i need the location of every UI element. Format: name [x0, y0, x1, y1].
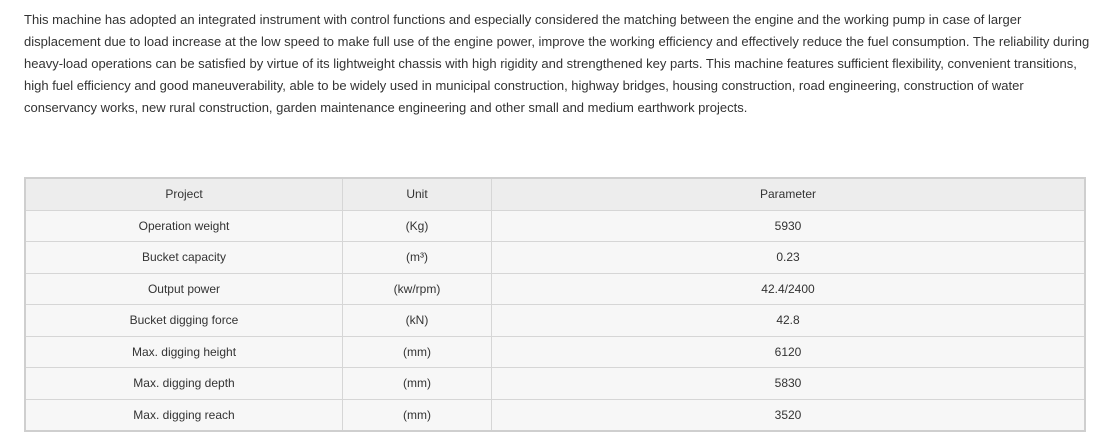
specification-table — [24, 177, 1086, 432]
table-row — [25, 273, 1085, 305]
cell-project: Max. digging reach — [25, 399, 343, 431]
table-row — [25, 336, 1085, 368]
table-row — [25, 368, 1085, 400]
table-row — [25, 305, 1085, 337]
cell-unit: (kw/rpm) — [343, 273, 492, 305]
cell-unit: (mm) — [343, 336, 492, 368]
cell-unit: (Kg) — [343, 210, 492, 242]
product-description: This machine has adopted an integrated instrument with control functions and especially considered the matching between the engine and the working pump in case of larger displacement due to load increase at the low speed to make full use of the engine power, improve the working efficiency and effectively reduce the fuel consumption. The reliability during heavy-load operations can be satisfied by virtue of its lightweight chassis with high rigidity and strengthened key parts. This machine features sufficient flexibility, convenient transitions, high fuel efficiency and good maneuverability, able to be widely used in municipal construction, highway bridges, housing construction, road engineering, construction of water conservancy works, new rural construction, garden maintenance engineering and other small and medium earthwork projects. — [24, 12, 1090, 115]
cell-parameter: 6120 — [492, 336, 1086, 368]
table-row — [25, 399, 1085, 431]
cell-parameter: 5830 — [492, 368, 1086, 400]
cell-parameter: 3520 — [492, 399, 1086, 431]
cell-parameter: 42.8 — [492, 305, 1086, 337]
cell-parameter: 0.23 — [492, 242, 1086, 274]
column-header-parameter: Parameter — [492, 178, 1086, 210]
table-header-row — [25, 178, 1085, 210]
column-header-project: Project — [25, 178, 343, 210]
cell-parameter: 42.4/2400 — [492, 273, 1086, 305]
cell-project: Max. digging height — [25, 336, 343, 368]
cell-project: Output power — [25, 273, 343, 305]
cell-project: Bucket digging force — [25, 305, 343, 337]
cell-unit: (m³) — [343, 242, 492, 274]
table-row — [25, 242, 1085, 274]
cell-unit: (mm) — [343, 399, 492, 431]
cell-project: Operation weight — [25, 210, 343, 242]
column-header-unit: Unit — [343, 178, 492, 210]
cell-project: Max. digging depth — [25, 368, 343, 400]
cell-project: Bucket capacity — [25, 242, 343, 274]
cell-unit: (mm) — [343, 368, 492, 400]
cell-unit: (kN) — [343, 305, 492, 337]
table-row — [25, 210, 1085, 242]
cell-parameter: 5930 — [492, 210, 1086, 242]
